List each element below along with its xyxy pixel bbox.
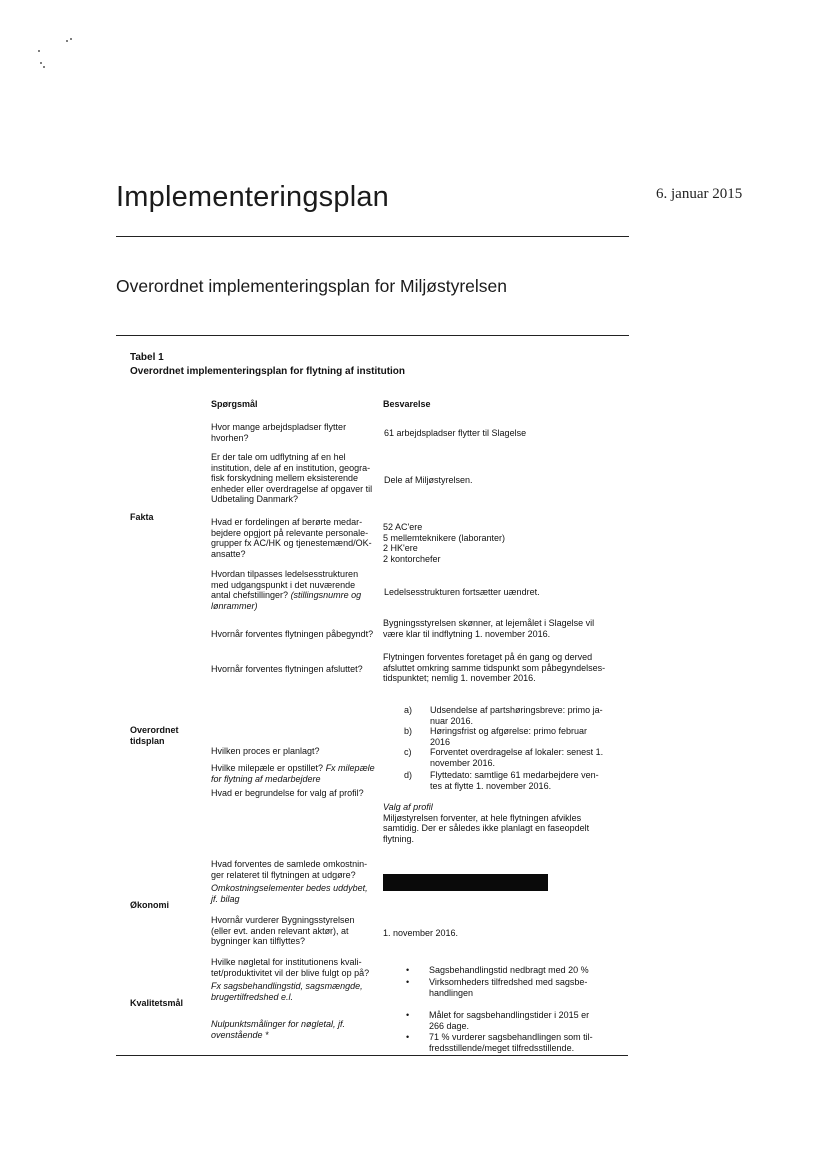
bullet-icon: • — [406, 1010, 410, 1020]
answer-line: Miljøstyrelsen forventer, at hele flytningen afvikles — [383, 812, 582, 823]
bullet-line: handlingen — [429, 987, 474, 998]
bullet-text — [429, 1010, 609, 1031]
question-line: Hvilke nøgletal for institutionens kvali- — [211, 957, 362, 967]
list-marker: c) — [404, 747, 412, 757]
answer-line: afsluttet omkring samme tidspunkt som påbegyndelses- — [383, 662, 606, 673]
list-marker: d) — [404, 770, 413, 780]
document-subtitle: Overordnet implementeringsplan for Miljøstyrelsen — [116, 276, 507, 296]
bullet-text — [429, 1032, 609, 1053]
answer-line: samtidig. Der er således ikke planlagt en faseopdelt — [383, 823, 590, 833]
table-label: Tabel 1 — [130, 352, 164, 363]
question-tidsplan-3: Hvilken proces er planlagt? — [211, 746, 320, 756]
question-kvalitet-2 — [211, 1019, 345, 1040]
milestone-line: Udsendelse af partshøringsbreve: primo ja- — [430, 705, 603, 715]
question-note: Fx sagsbehandlingstid, sagsmængde, — [211, 981, 363, 991]
question-line: Hvad er fordelingen af berørte medar- — [211, 517, 363, 527]
question-line: (eller evt. anden relevant aktør), at — [211, 925, 349, 936]
bullet-icon: • — [406, 1032, 410, 1042]
kpi-bullet — [406, 1032, 616, 1054]
scan-speck — [66, 40, 68, 42]
question-note: for flytning af medarbejdere — [211, 773, 321, 784]
question-tidsplan-1: Hvornår forventes flytningen påbegyndt? — [211, 629, 374, 639]
answer-line: Flytningen forventes foretaget på én gang og derved — [383, 652, 593, 662]
column-header-question: Spørgsmål — [211, 399, 258, 409]
question-line: Hvor mange arbejdspladser flytter — [211, 422, 347, 432]
question-note: jf. bilag — [211, 893, 240, 904]
milestone-item — [404, 705, 644, 727]
column-header-answer: Besvarelse — [383, 399, 431, 409]
scan-speck — [70, 38, 72, 40]
answer-line: 2 HK'ere — [383, 543, 418, 553]
question-line: bygninger kan tilflyttes? — [211, 936, 306, 946]
question-tidsplan-2: Hvornår forventes flytningen afsluttet? — [211, 664, 363, 674]
bullet-line: 266 dage. — [429, 1020, 470, 1031]
document-date: 6. januar 2015 — [656, 186, 743, 202]
question-line: institution, dele af en institution, geogra- — [211, 462, 371, 473]
question-note: Fx milepæle — [325, 763, 375, 773]
question-line: antal chefstillinger? — [211, 590, 289, 600]
kpi-bullet — [406, 977, 616, 999]
milestone-text — [430, 705, 630, 726]
category-kvalitet: Kvalitetsmål — [130, 998, 184, 1008]
bullet-line: fredsstillende/meget tilfredsstillende. — [429, 1042, 575, 1053]
question-line: enheder eller overdragelse af opgaver til — [211, 483, 373, 494]
question-line: hvorhen? — [211, 432, 249, 443]
question-line: Udbetaling Danmark? — [211, 494, 299, 504]
bullet-line: 71 % vurderer sagsbehandlingen som til- — [429, 1032, 593, 1042]
question-line: med udgangspunkt i det nuværende — [211, 579, 356, 590]
bullet-icon: • — [406, 977, 410, 987]
answer-line: tidspunktet; nemlig 1. november 2016. — [383, 673, 536, 683]
milestone-line: november 2016. — [430, 757, 496, 768]
milestone-text — [430, 747, 630, 768]
question-note: lønrammer) — [211, 600, 258, 611]
list-marker: a) — [404, 705, 413, 715]
question-line: ovenstående * — [211, 1029, 269, 1040]
redaction-box — [383, 874, 548, 891]
table-title: Overordnet implementeringsplan for flytning af institution — [130, 366, 406, 377]
milestone-item — [404, 770, 644, 792]
question-okonomi-1 — [211, 859, 368, 904]
question-line: grupper fx AC/HK og tjenestemænd/OK- — [211, 538, 372, 548]
list-marker: b) — [404, 726, 413, 736]
question-note: brugertilfredshed e.l. — [211, 991, 294, 1002]
milestone-line: Flyttedato: samtlige 61 medarbejdere ven- — [430, 770, 599, 780]
page-title: Implementeringsplan — [116, 181, 389, 213]
milestone-line: Høringsfrist og afgørelse: primo februar — [430, 726, 588, 736]
category-tidsplan-line: Overordnet — [130, 725, 179, 735]
title-divider — [116, 236, 629, 237]
category-tidsplan-line: tidsplan — [130, 735, 165, 746]
category-okonomi: Økonomi — [130, 900, 170, 910]
answer-fakta-1: 61 arbejdspladser flytter til Slagelse — [384, 428, 527, 438]
answer-line: være klar til indflytning 1. november 2016. — [383, 628, 551, 639]
profil-heading: Valg af profil — [383, 802, 433, 812]
question-tidsplan-4 — [211, 763, 375, 784]
milestone-item — [404, 726, 644, 748]
question-fakta-3 — [211, 517, 372, 559]
question-okonomi-2 — [211, 915, 355, 947]
question-fakta-2 — [211, 452, 372, 505]
milestone-line: 2016 — [430, 736, 451, 747]
question-line: bejdere opgjort på relevante personale- — [211, 527, 369, 538]
question-line: fisk forskydning mellem eksisterende — [211, 473, 359, 483]
question-tidsplan-5: Hvad er begrundelse for valg af profil? — [211, 788, 364, 798]
answer-fakta-2: Dele af Miljøstyrelsen. — [384, 475, 473, 485]
bullet-text — [429, 977, 609, 998]
answer-line: Bygningsstyrelsen skønner, at lejemålet i Slagelse vil — [383, 618, 595, 628]
subtitle-divider — [116, 335, 629, 336]
answer-line: 52 AC'ere — [383, 522, 423, 532]
answer-tidsplan-1 — [383, 618, 594, 639]
question-fakta-1 — [211, 422, 346, 443]
bullet-icon: • — [406, 965, 410, 975]
question-line: Nulpunktsmålinger for nøgletal, jf. — [211, 1019, 346, 1029]
question-line: Hvordan tilpasses ledelsesstrukturen — [211, 569, 359, 579]
kpi-bullet — [406, 965, 616, 977]
kpi-bullet — [406, 1010, 616, 1032]
bullet-line: Målet for sagsbehandlingstider i 2015 er — [429, 1010, 590, 1020]
answer-line: 5 mellemteknikere (laboranter) — [383, 532, 506, 543]
answer-line: flytning. — [383, 833, 415, 844]
scan-speck — [40, 62, 42, 64]
question-line: Er der tale om udflytning af en hel — [211, 452, 346, 462]
question-line: ansatte? — [211, 548, 246, 559]
milestone-line: tes at flytte 1. november 2016. — [430, 780, 552, 791]
answer-okonomi-2: 1. november 2016. — [383, 928, 459, 938]
category-tidsplan — [130, 725, 179, 746]
question-line: ger relateret til flytningen at udgøre? — [211, 869, 356, 880]
scan-specks — [34, 36, 74, 76]
answer-fakta-4: Ledelsesstrukturen fortsætter uændret. — [384, 587, 540, 597]
question-note: Omkostningselementer bedes uddybet, — [211, 883, 368, 893]
question-line: Hvad forventes de samlede omkostnin- — [211, 859, 368, 869]
question-note: (stillingsnumre og — [290, 590, 362, 600]
question-line: tet/produktivitet vil der blive fulgt op på? — [211, 967, 370, 978]
scan-speck — [43, 66, 45, 68]
answer-fakta-3 — [383, 522, 505, 564]
answer-tidsplan-profil — [383, 802, 589, 844]
milestone-text — [430, 770, 630, 791]
category-fakta: Fakta — [130, 512, 154, 522]
question-fakta-4 — [211, 569, 361, 611]
milestone-line: nuar 2016. — [430, 715, 474, 726]
question-line: Hvilke milepæle er opstillet? — [211, 763, 324, 773]
answer-line: 2 kontorchefer — [383, 553, 441, 564]
question-line: Hvornår vurderer Bygningsstyrelsen — [211, 915, 355, 925]
question-kvalitet-1 — [211, 957, 369, 1002]
milestone-item — [404, 747, 644, 769]
milestone-text — [430, 726, 630, 747]
bullet-line: Virksomheders tilfredshed med sagsbe- — [429, 977, 588, 987]
table-bottom-rule — [116, 1055, 628, 1056]
scan-speck — [38, 50, 40, 52]
answer-tidsplan-2 — [383, 652, 605, 684]
bullet-text: Sagsbehandlingstid nedbragt med 20 % — [429, 965, 589, 975]
milestone-line: Forventet overdragelse af lokaler: senest 1. — [430, 747, 604, 757]
